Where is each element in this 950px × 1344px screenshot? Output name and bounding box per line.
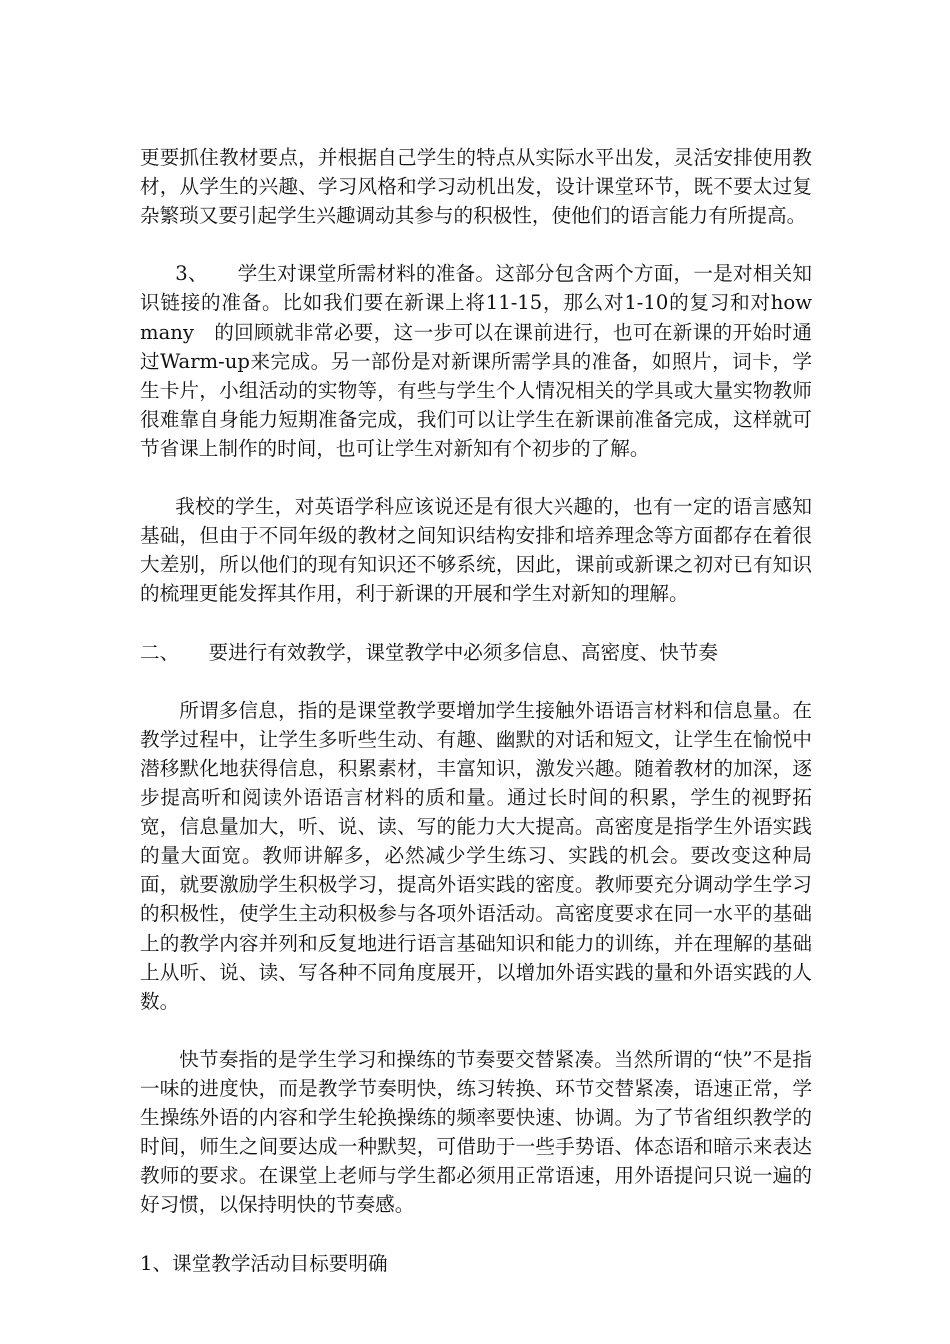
subheading-1: 1、课堂教学活动目标要明确: [140, 1251, 388, 1275]
paragraph-continuation: 更要抓住教材要点，并根据自己学生的特点从实际水平出发，灵活安排使用教材，从学生的兴趣、学习风格和学习动机出发，设计课堂环节，既不要太过复杂繁琐又要引起学生兴趣调动其参与的积极性，使他们的语言能力有所提高。: [140, 146, 812, 228]
paragraph-students: 我校的学生，对英语学科应该说还是有很大兴趣的，也有一定的语言感知基础，但由于不同年级的教材之间知识结构安排和培养理念等方面都存在着很大差别，所以他们的现有知识还不够系统，因此，课前或新课之初对已有知识的梳理更能发挥其作用，利于新课的开展和学生对新知的理解。: [140, 495, 812, 606]
paragraph-tempo: 快节奏指的是学生学习和操练的节奏要交替紧凑。当然所谓的“快”不是指一味的进度快，而是教学节奏明快，练习转换、环节交替紧凑，语速正常，学生操练外语的内容和学生轮换操练的频率要快速、协调。为了节省组织教学的时间，师生之间要达成一种默契，可借助于一些手势语、体态语和暗示来表达教师的要求。在课堂上老师与学生都必须用正常语速，用外语提问只说一遍的好习惯，以保持明快的节奏感。: [140, 1047, 812, 1217]
paragraph-item-3: 3、 学生对课堂所需材料的准备。这部分包含两个方面，一是对相关知识链接的准备。比如我们要在新课上将11-15，那么对1-10的复习和对how many 的回顾就非常必要，这一步可以在课前进行，也可在新课的开始时通过Warm-up来完成。另一部份是对新课所需学具的准备，如照片，词卡，学生卡片，小组活动的实物等，有些与学生个人情况相关的学具或大量实物教师很难靠自身能力短期准备完成，我们可以让学生在新课前准备完成，这样就可节省课上制作的时间，也可让学生对新知有个初步的了解。: [140, 262, 832, 460]
paragraph-information: 所谓多信息，指的是课堂教学要增加学生接触外语语言材料和信息量。在教学过程中，让学生多听些生动、有趣、幽默的对话和短文，让学生在愉悦中潜移默化地获得信息，积累素材，丰富知识，激发兴趣。随着教材的加深，逐步提高听和阅读外语语言材料的质和量。通过长时间的积累，学生的视野拓宽，信息量加大，听、说、读、写的能力大大提高。高密度是指学生外语实践的量大面宽。教师讲解多，必然减少学生练习、实践的机会。要改变这种局面，就要激励学生积极学习，提高外语实践的密度。教师要充分调动学生学习的积极性，使学生主动积极参与各项外语活动。高密度要求在同一水平的基础上的教学内容并列和反复地进行语言基础知识和能力的训练，并在理解的基础上从听、说、读、写各种不同角度展开，以增加外语实践的量和外语实践的人数。: [140, 698, 812, 1013]
section-heading-2: 二、 要进行有效教学，课堂教学中必须多信息、高密度、快节奏: [140, 640, 719, 664]
document-page: [140, 143, 832, 1307]
